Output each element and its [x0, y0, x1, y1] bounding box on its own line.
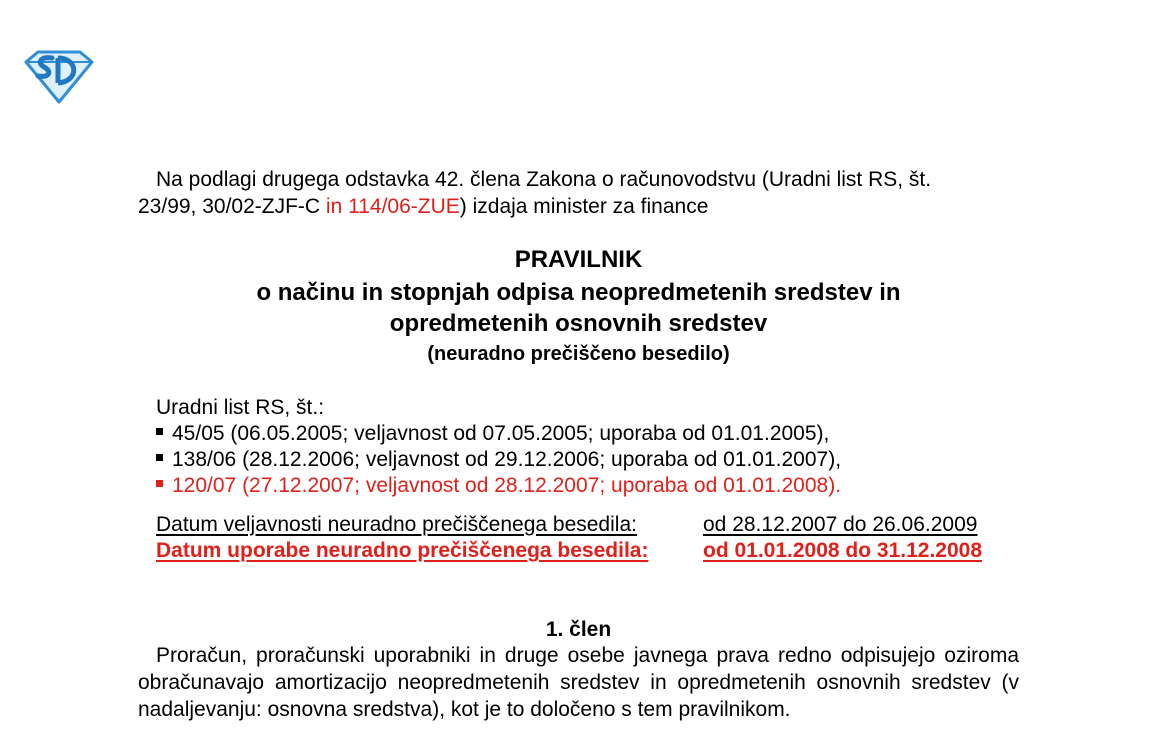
- gazette-item-text: 45/05 (06.05.2005; veljavnost od 07.05.2005; uporaba od 01.01.2005),: [172, 422, 830, 445]
- bullet-icon: [156, 454, 163, 461]
- validity-value: od 28.12.2007 do 26.06.2009: [703, 513, 978, 536]
- bullet-icon: [156, 480, 163, 487]
- article-1-heading: 1. člen: [545, 618, 612, 641]
- intro-line-2: [138, 193, 708, 220]
- gazette-item: [156, 420, 829, 447]
- document-title: PRAVILNIK: [514, 246, 643, 273]
- gazette-item-text: 120/07 (27.12.2007; veljavnost od 28.12.2007; uporaba od 01.01.2008).: [172, 474, 842, 497]
- intro-line-1: Na podlagi drugega odstavka 42. člena Zakona o računovodstvu (Uradni list RS, št.: [156, 168, 932, 191]
- gazette-item-text: 138/06 (28.12.2006; veljavnost od 29.12.2006; uporaba od 01.01.2007),: [172, 448, 842, 471]
- document-note: (neuradno prečiščeno besedilo): [427, 343, 730, 365]
- gazette-item: [156, 446, 841, 473]
- gazette-label: Uradni list RS, št.:: [156, 396, 325, 419]
- gazette-item: [156, 472, 841, 499]
- sd-diamond-logo-icon: [22, 50, 96, 104]
- intro-amendment: in 114/06-ZUE: [325, 195, 460, 218]
- intro-line-2-part-3: ) izdaja minister za finance: [459, 195, 709, 218]
- bullet-icon: [156, 428, 163, 435]
- usage-label: Datum uporabe neuradno prečiščenega besedila:: [156, 539, 649, 562]
- article-1-text: Proračun, proračunski uporabniki in druge osebe javnega prava redno odpisujejo oziroma obračunavajo amortizacijo neopredmetenih sredstev in opredmetenih osnovnih sredstev (v nadaljevanju: osnovna sredstva), kot je to določeno s tem pravilnikom.: [138, 644, 1019, 721]
- intro-line-2-part-1: 23/99, 30/02-ZJF-C: [138, 195, 326, 218]
- document-subtitle-line-1: o načinu in stopnjah odpisa neopredmetenih sredstev in: [256, 279, 901, 306]
- validity-label: Datum veljavnosti neuradno prečiščenega besedila:: [156, 513, 637, 536]
- document-subtitle-line-2: opredmetenih osnovnih sredstev: [389, 310, 768, 337]
- usage-value: od 01.01.2008 do 31.12.2008: [703, 539, 983, 562]
